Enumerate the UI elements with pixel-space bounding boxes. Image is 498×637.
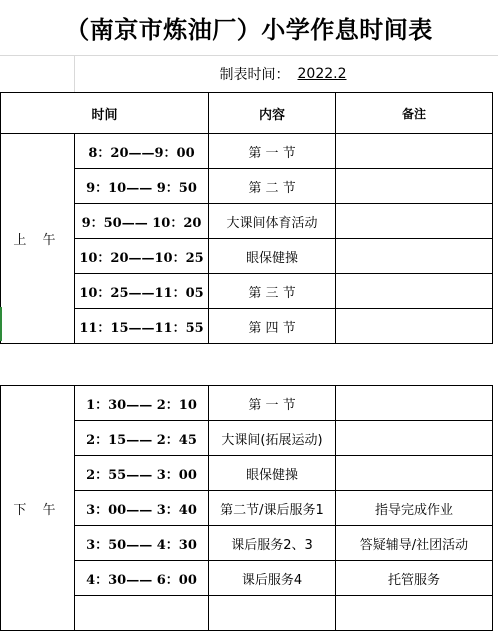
time-cell [75, 596, 209, 631]
schedule-table [0, 92, 493, 631]
table-row [1, 491, 493, 526]
note-cell [336, 134, 493, 169]
content-cell: 课后服务4 [209, 561, 336, 596]
content-cell: 眼保健操 [209, 239, 336, 274]
time-cell: 9：10—— 9：50 [75, 169, 209, 204]
period-afternoon: 下 午 [1, 386, 75, 631]
time-cell: 8：20——9：00 [75, 134, 209, 169]
note-cell [336, 239, 493, 274]
header-row [1, 93, 493, 134]
content-cell: 课后服务2、3 [209, 526, 336, 561]
table-row [1, 169, 493, 204]
table-row [1, 596, 493, 631]
made-time-row [75, 56, 495, 92]
note-cell: 指导完成作业 [336, 491, 493, 526]
time-cell: 4：30—— 6：00 [75, 561, 209, 596]
note-cell [336, 274, 493, 309]
note-cell [336, 204, 493, 239]
content-cell: 大课间(拓展运动) [209, 421, 336, 456]
time-cell: 11：15——11：55 [75, 309, 209, 344]
content-cell: 眼保健操 [209, 456, 336, 491]
note-cell [336, 169, 493, 204]
content-cell: 第 四 节 [209, 309, 336, 344]
header-note: 备注 [336, 93, 493, 134]
time-cell: 2：15—— 2：45 [75, 421, 209, 456]
content-cell: 第 一 节 [209, 134, 336, 169]
table-row [1, 274, 493, 309]
table-row [1, 386, 493, 421]
table-row [1, 561, 493, 596]
note-cell [336, 456, 493, 491]
content-cell: 第二节/课后服务1 [209, 491, 336, 526]
note-cell [336, 309, 493, 344]
note-cell [336, 596, 493, 631]
time-cell: 10：25——11：05 [75, 274, 209, 309]
note-cell: 答疑辅导/社团活动 [336, 526, 493, 561]
time-cell: 9：50—— 10：20 [75, 204, 209, 239]
time-cell: 3：50—— 4：30 [75, 526, 209, 561]
time-cell: 3：00—— 3：40 [75, 491, 209, 526]
table-row [1, 239, 493, 274]
table-row [1, 526, 493, 561]
note-cell [336, 421, 493, 456]
table-row [1, 204, 493, 239]
header-time: 时间 [1, 93, 209, 134]
table-row [1, 309, 493, 344]
made-time-value: 2022.2 [297, 66, 347, 82]
header-content: 内容 [209, 93, 336, 134]
table-row [1, 421, 493, 456]
made-time-label: 制表时间： [219, 67, 290, 83]
spacer-row [1, 344, 493, 386]
spacer-cell [1, 344, 493, 386]
page-title: （南京市炼油厂）小学作息时间表 [65, 16, 433, 44]
content-cell [209, 596, 336, 631]
table-row [1, 456, 493, 491]
time-cell: 10：20——10：25 [75, 239, 209, 274]
period-morning: 上 午 [1, 134, 75, 344]
content-cell: 第 三 节 [209, 274, 336, 309]
table-row [1, 134, 493, 169]
content-cell: 大课间体育活动 [209, 204, 336, 239]
time-cell: 2：55—— 3：00 [75, 456, 209, 491]
note-cell: 托管服务 [336, 561, 493, 596]
time-cell: 1：30—— 2：10 [75, 386, 209, 421]
content-cell: 第 一 节 [209, 386, 336, 421]
content-cell: 第 二 节 [209, 169, 336, 204]
cell-selection-marker [0, 307, 2, 341]
note-cell [336, 386, 493, 421]
